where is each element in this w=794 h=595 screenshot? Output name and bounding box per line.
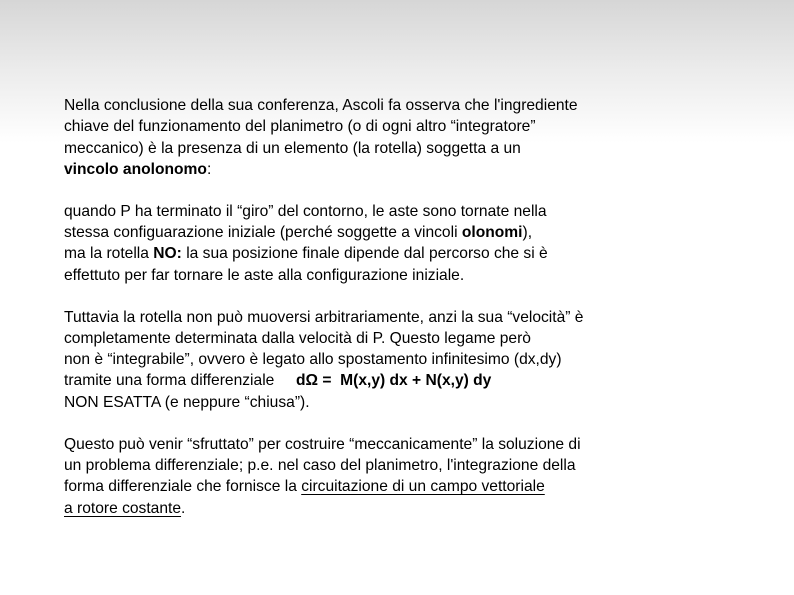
text-run: tramite una forma differenziale (64, 372, 296, 390)
text-body (64, 95, 684, 539)
bold-text: vincolo anolonomo (64, 160, 207, 178)
text-line (64, 138, 684, 159)
text-run: ma la rotella (64, 245, 154, 263)
text-line (64, 328, 684, 349)
text-run: : (206, 160, 212, 178)
text-run: effettuto per far tornare le aste alla configurazione iniziale. (64, 266, 465, 284)
text-run: quando P ha terminato il “giro” del contorno, le aste sono tornate nella (64, 202, 547, 220)
text-line (64, 222, 684, 243)
bold-text: olonomi (461, 224, 523, 242)
text-run: Questo può venir “sfruttato” per costruire “meccanicamente” la soluzione di (64, 435, 581, 453)
underlined-text: circuitazione di un campo vettoriale (301, 478, 545, 496)
text-line (64, 370, 684, 391)
paragraph (64, 201, 684, 286)
text-line (64, 455, 684, 476)
text-line (64, 434, 684, 455)
text-line (64, 116, 684, 137)
underlined-text: a rotore costante (64, 499, 182, 517)
text-run: forma differenziale che fornisce la (64, 478, 302, 496)
text-line (64, 265, 684, 286)
text-run: chiave del funzionamento del planimetro (o di ogni altro “integratore” (64, 118, 536, 136)
text-run: meccanico) è la presenza di un elemento (la rotella) soggetta a un (64, 139, 521, 157)
text-line (64, 349, 684, 370)
text-line (64, 307, 684, 328)
text-line (64, 476, 684, 497)
text-line (64, 95, 684, 116)
text-run: la sua posizione finale dipende dal percorso che si è (181, 245, 548, 263)
text-run: completamente determinata dalla velocità di P. Questo legame però (64, 329, 531, 347)
text-run: NON ESATTA (e neppure “chiusa”). (64, 393, 310, 411)
text-run: . (181, 499, 186, 517)
text-run: ), (522, 224, 533, 242)
paragraph (64, 434, 684, 519)
text-line (64, 243, 684, 264)
bold-text: dΩ = M(x,y) dx + N(x,y) dy (296, 372, 492, 390)
text-run: non è “integrabile”, ovvero è legato allo spostamento infinitesimo (dx,dy) (64, 351, 562, 369)
text-run: Nella conclusione della sua conferenza, Ascoli fa osserva che l'ingrediente (64, 97, 578, 114)
text-run: un problema differenziale; p.e. nel caso del planimetro, l'integrazione della (64, 456, 576, 474)
text-run: stessa configuarazione iniziale (perché soggette a vincoli (64, 224, 462, 242)
text-line (64, 498, 684, 519)
text-line (64, 201, 684, 222)
text-line (64, 159, 684, 180)
paragraph (64, 95, 684, 180)
paragraph (64, 307, 684, 413)
bold-text: NO: (153, 245, 182, 263)
text-run: Tuttavia la rotella non può muoversi arbitrariamente, anzi la sua “velocità” è (64, 308, 584, 326)
text-line (64, 392, 684, 413)
